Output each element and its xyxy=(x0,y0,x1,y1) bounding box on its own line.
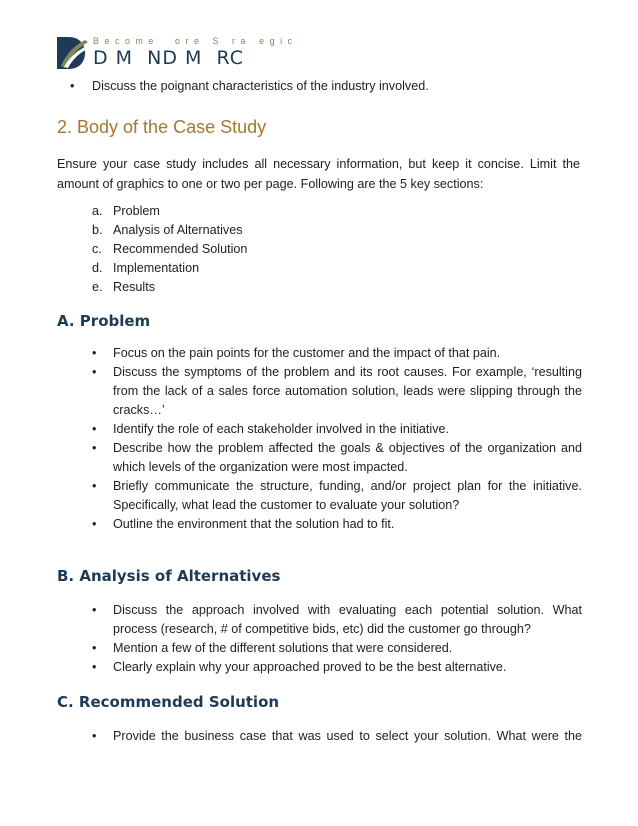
list-item xyxy=(92,601,582,639)
alternatives-bullet-list xyxy=(92,601,582,677)
list-marker: a. xyxy=(92,204,103,218)
list-item-text: Implementation xyxy=(113,261,200,275)
list-item-text: Describe how the problem affected the goals & objectives of the organization and which levels of the organization were most impacted. xyxy=(113,441,582,474)
list-item xyxy=(92,639,582,658)
bullet-icon: • xyxy=(92,422,97,436)
list-item xyxy=(92,420,582,439)
list-item xyxy=(92,658,582,677)
list-item xyxy=(92,727,582,746)
logo-mark-icon xyxy=(55,36,91,70)
recommended-bullet-list xyxy=(92,727,582,746)
list-item-text: Mention a few of the different solutions that were considered. xyxy=(113,641,453,655)
list-item xyxy=(92,515,582,534)
logo-brand-name: D M ND M RC xyxy=(93,47,245,69)
list-item-text: Analysis of Alternatives xyxy=(113,223,243,237)
bullet-icon: • xyxy=(92,603,97,617)
list-item-text: Results xyxy=(113,280,155,294)
bullet-icon: • xyxy=(92,660,97,674)
list-item-text: Focus on the pain points for the customer and the impact of that pain. xyxy=(113,346,501,360)
list-marker: c. xyxy=(92,242,102,256)
bullet-icon: • xyxy=(92,517,97,531)
list-item xyxy=(92,344,582,363)
list-marker: e. xyxy=(92,280,103,294)
list-item-text: Outline the environment that the solution had to fit. xyxy=(113,517,395,531)
bullet-icon: • xyxy=(92,479,97,493)
recommended-heading: C. Recommended Solution xyxy=(57,693,280,711)
logo-tagline: Become ore S ra egic xyxy=(93,36,298,46)
intro-bullet-text: Discuss the poignant characteristics of the industry involved. xyxy=(92,79,429,93)
bullet-icon: • xyxy=(92,441,97,455)
list-item-text: Discuss the approach involved with evaluating each potential solution. What process (research, # of competitive bids, etc) did the customer go through? xyxy=(113,603,582,636)
list-marker: d. xyxy=(92,261,103,275)
list-item-text: Recommended Solution xyxy=(113,242,248,256)
list-item xyxy=(92,477,582,515)
bullet-icon: • xyxy=(92,641,97,655)
problem-bullet-list xyxy=(92,344,582,534)
bullet-icon: • xyxy=(70,79,75,93)
list-item xyxy=(92,439,582,477)
list-item-text: Identify the role of each stakeholder involved in the initiative. xyxy=(113,422,450,436)
list-item-text: Discuss the symptoms of the problem and its root causes. For example, ‘resulting from the lack of a sales force automation solution, leads were slipping through the cracks…’ xyxy=(113,365,582,417)
bullet-icon: • xyxy=(92,365,97,379)
list-item-text: Briefly communicate the structure, funding, and/or project plan for the initiative. Specifically, what lead the customer to evaluate your solution? xyxy=(113,479,582,512)
alternatives-heading: B. Analysis of Alternatives xyxy=(57,567,281,585)
bullet-icon: • xyxy=(92,729,97,743)
section-paragraph: Ensure your case study includes all necessary information, but keep it concise. Limit the amount of graphics to one or two per page. Following are the 5 key sections: xyxy=(57,157,580,191)
list-item-text: Clearly explain why your approached proved to be the best alternative. xyxy=(113,660,507,674)
list-item-text: Problem xyxy=(113,204,160,218)
list-marker: b. xyxy=(92,223,103,237)
problem-heading: A. Problem xyxy=(57,312,151,330)
section-heading: 2. Body of the Case Study xyxy=(57,117,267,137)
bullet-icon: • xyxy=(92,346,97,360)
list-item-text: Provide the business case that was used to select your solution. What were the xyxy=(113,729,582,743)
company-logo xyxy=(55,36,315,70)
list-item xyxy=(92,363,582,420)
